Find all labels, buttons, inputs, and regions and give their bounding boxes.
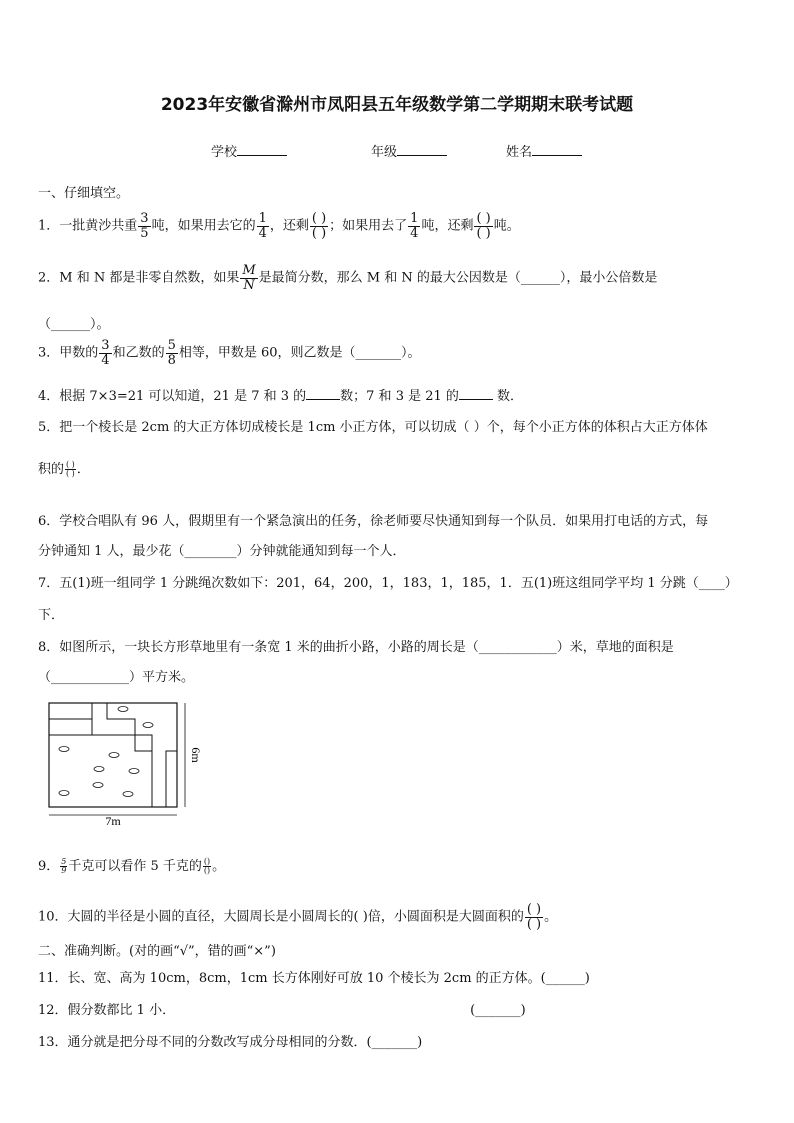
question-6-cont: 分钟通知 1 人，最少花（________）分钟就能通知到每一个人． bbox=[38, 544, 406, 559]
lawn-path-figure bbox=[40, 697, 203, 828]
grade-field: 年级 bbox=[371, 141, 447, 160]
question-6: 6．学校合唱队有 96 人，假期里有一个紧急演出的任务，徐老师要尽快通知到每一个队员．如果用打电话的方式，每 bbox=[38, 514, 709, 529]
question-8: 8．如图所示，一块长方形草地里有一条宽 1 米的曲折小路，小路的周长是（____________）米，草地的面积是 bbox=[38, 640, 674, 655]
page-title: 2023年安徽省滁州市凤阳县五年级数学第二学期期末联考试题 bbox=[160, 95, 634, 115]
question-3: 3．甲数的 $\frac{3}{4}$ 和乙数的 $\frac{5}{8}$ 相等，甲数是 60，则乙数是（_______）。 bbox=[38, 338, 421, 368]
height-label: 6m bbox=[189, 747, 203, 763]
question-5-cont: 积的 $\frac{( )}{( )}$ ． bbox=[38, 459, 90, 478]
question-2-cont: （______）。 bbox=[38, 317, 110, 332]
question-5: 5．把一个棱长是 2cm 的大正方体切成棱长是 1cm 小正方体，可以切成（ ）个，每个小正方体的体积占大正方体体 bbox=[38, 420, 708, 435]
question-8-cont: （____________）平方米。 bbox=[38, 670, 195, 685]
name-field: 姓名 bbox=[506, 141, 582, 160]
question-9: 9． $\frac{5}{9}$ 千克可以看作 5 千克的 $\frac{()}{()}$ 。 bbox=[38, 856, 226, 875]
question-7: 7．五(1)班一组同学 1 分跳绳次数如下：201，64，200，1，183，1，185，1．五(1)班这组同学平均 1 分跳（____） bbox=[38, 576, 738, 591]
question-10: 10．大圆的半径是小圆的直径，大圆周长是小圆周长的( )倍，小圆面积是大圆面积的 $\frac{( )}{( )}$ 。 bbox=[38, 902, 558, 932]
question-7-cont: 下． bbox=[38, 608, 65, 623]
question-13: 13．通分就是把分母不同的分数改写成分母相同的分数．(_______) bbox=[38, 1035, 423, 1050]
question-1: 1．一批黄沙共重 $\frac{3}{5}$ 吨，如果用去它的 $\frac{1}{4}$ ，还剩 $\frac{( )}{( )}$ ；如果用去了 $\frac{1}{4}$ 吨，还剩 $\frac{( )}{( )}$ 吨。 bbox=[38, 211, 520, 241]
school-field: 学校 bbox=[211, 141, 287, 160]
question-12: 12．假分数都比 1 小． (_______) bbox=[38, 1003, 526, 1018]
question-4: 4．根据 7×3=21 可以知道，21 是 7 和 3 的 数；7 和 3 是 21 的 数． bbox=[38, 389, 524, 404]
question-11: 11．长、宽、高为 10cm，8cm，1cm 长方体刚好可放 10 个棱长为 2cm 的正方体。(______) bbox=[38, 971, 590, 986]
section-2-heading: 二、准确判断。(对的画“√”，错的画“×”) bbox=[38, 944, 276, 959]
section-1-heading: 一、仔细填空。 bbox=[38, 186, 130, 201]
question-2: 2．M 和 N 都是非零自然数，如果 $\frac{M}{N}$ 是最简分数，那么 M 和 N 的最大公因数是（______），最小公倍数是 bbox=[38, 263, 658, 293]
width-label: 7m bbox=[105, 814, 121, 828]
